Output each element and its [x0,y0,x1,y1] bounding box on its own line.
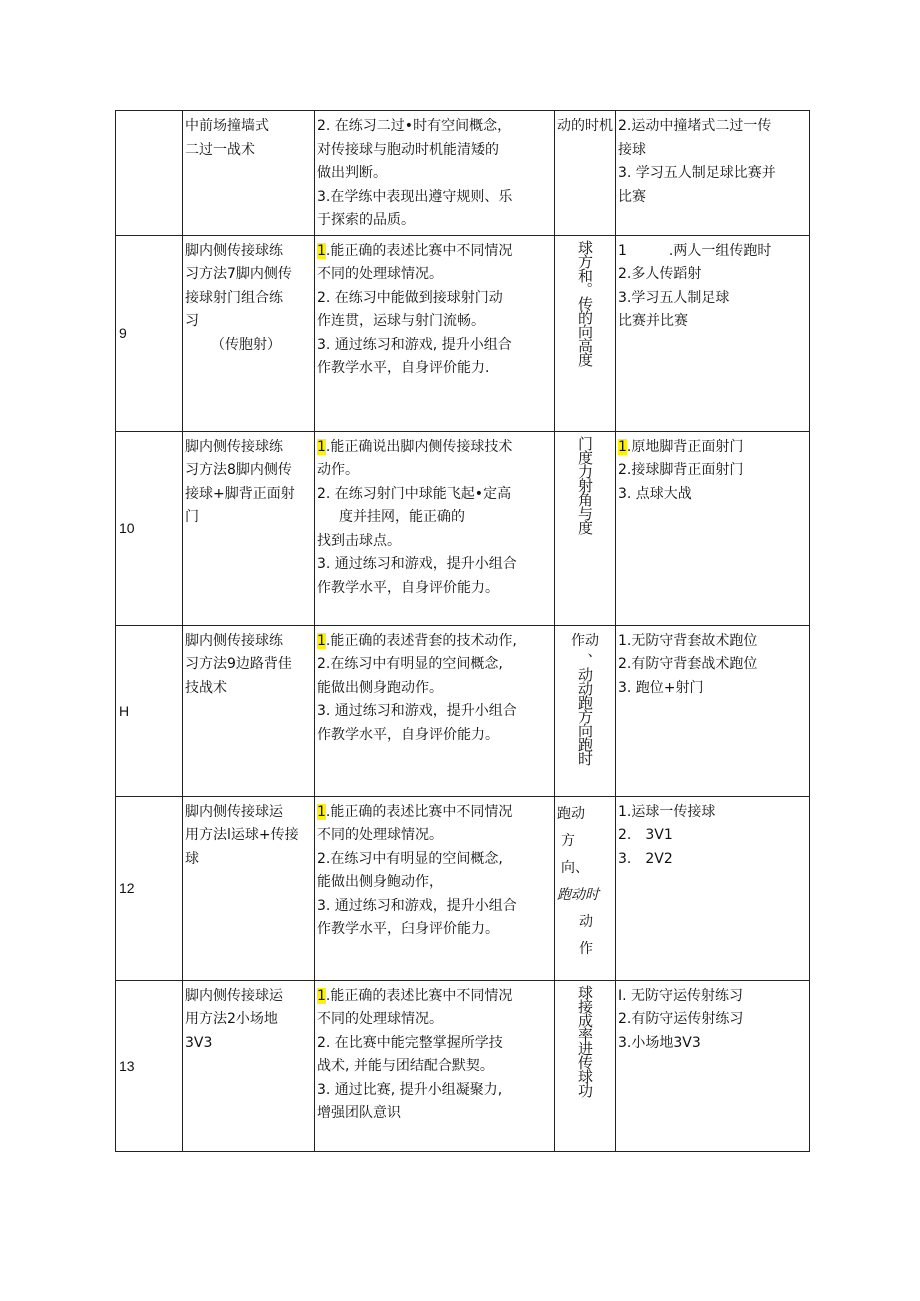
goal-text: 3.在学练中表现出遵守规则、乐 [317,188,513,205]
goal-line [317,553,552,577]
goal-text: 能做出侧身鲍动作， [317,874,443,890]
key-point-cell [555,625,616,796]
topic-line: （传胞射） [211,336,281,353]
table-row [116,111,810,236]
topic-line: 球 [185,850,199,867]
highlight-mark: 1 [317,632,326,649]
table-row [116,980,810,1151]
topic-line: 中前场撞墙式 [185,118,269,134]
topic-cell [183,111,315,236]
goal-line [317,459,552,483]
topic-cell [183,796,315,980]
topic-line: 二过一战术 [185,141,255,158]
goal-line [317,1102,552,1126]
goal-text: 不同的处理球情况。 [317,266,443,282]
goal-line [317,630,552,654]
topic-line: 技战术 [185,679,227,696]
content-cell [616,625,810,796]
key-point-cell [555,235,616,431]
goal-text: 作教学水平，自身评价能力。 [317,726,499,743]
goal-text: .能正确说出脚内侧传接球技术 [325,438,513,455]
topic-line: 习 [185,313,199,329]
topic-line: 脚内侧传接球运 [185,987,283,1004]
goal-text: 战术, 并能与团结配合默契。 [317,1058,494,1074]
goal-line [317,115,552,139]
goal-text: 不同的处理球情况。 [317,827,443,843]
highlight-mark: 1 [317,438,326,455]
topic-line: 用方法2小场地 [185,1011,278,1027]
goal-text: .能正确的表述比赛中不同情况 [325,803,513,820]
content-line: 3.小场地3V3 [618,1034,701,1051]
topic-line: 接球射门组合练 [185,289,283,306]
topic-cell [183,431,315,625]
goal-line [317,871,552,895]
goal-line [317,209,552,233]
content-line: 3. 学习五人制足球比赛并 [618,165,776,181]
row-number-cell [116,796,183,980]
content-line: 1 .两人一组传跑时 [618,242,772,259]
key-point-text: 动的时机 [557,118,613,134]
goals-cell [315,980,555,1151]
goal-line [317,724,552,748]
table-row [116,796,810,980]
goal-text: .能正确的表述比赛中不同情况 [325,242,513,259]
goal-line [317,1032,552,1056]
key-point-text: 球方和。传的向高度 [576,239,594,366]
goal-line [317,677,552,701]
highlight-mark: 1 [618,438,627,455]
goal-line [317,985,552,1009]
goal-text: 对传接球与胞动时机能清矮的 [317,141,499,158]
goal-line [317,848,552,872]
topic-line: 3V3 [185,1034,213,1051]
row-number-cell [116,111,183,236]
content-line: 2.多人传蹈射 [618,266,702,282]
row-number-cell [116,625,183,796]
goal-line [317,240,552,264]
key-point-cell [555,431,616,625]
goal-text: 能做出侧身跑动作。 [317,679,443,696]
topic-cell [183,235,315,431]
content-line: 2. 3V1 [618,827,673,843]
goal-text: 3. 通过练习和游戏，提升小组合 [317,897,517,914]
goal-text: 做出判断。 [317,165,387,181]
content-text: .原地脚背正面射门 [626,438,744,455]
goals-cell [315,796,555,980]
goal-text: 3. 通过练习和游戏，提升小组合 [317,703,517,719]
content-line: 比赛 [618,188,646,205]
goal-line [317,287,552,311]
goal-text: 找到击球点。 [317,532,401,549]
goal-text: 作教学水平，自身评价能力。 [317,579,499,596]
goal-line [317,186,552,210]
key-point-line: 方 [561,832,575,849]
key-point-line: 作 [579,940,593,957]
goals-cell [315,111,555,236]
row-number-cell [116,235,183,431]
row-number-cell [116,980,183,1151]
content-cell [616,235,810,431]
goal-text: 不同的处理球情况。 [317,1011,443,1027]
goal-text: 动作。 [317,462,359,478]
goal-line [317,653,552,677]
goal-text: 3. 通过练习和游戏，提升小组合 [317,556,517,572]
goal-line [317,1055,552,1079]
topic-line: 习方法9边路背佳 [185,656,292,672]
content-line: 1.无防守背套故术跑位 [618,632,758,649]
topic-line: 习方法8脚内侧传 [185,462,292,478]
highlight-mark: 1 [317,803,326,820]
content-cell [616,431,810,625]
highlight-mark: 1 [317,242,326,259]
table-body [116,111,810,1152]
goal-line [317,895,552,919]
key-point-line: 跑动时 [557,886,599,903]
goal-text: 作教学水平，自身评价能力. [317,360,490,376]
highlight-mark: 1 [317,987,326,1004]
row-number: 13 [119,1057,135,1074]
goal-line [317,577,552,601]
goal-text: 于探索的品质。 [317,212,415,228]
content-line: 3. 2V2 [618,850,673,867]
goal-text: 增强团队意识 [317,1105,401,1121]
goal-text: 2. 在练习中能做到接球射门动 [317,289,503,306]
goal-text: 作教学水平，臼身评价能力。 [317,921,499,937]
content-cell [616,111,810,236]
goal-text: 3. 通过比赛, 提升小组凝聚力, [317,1081,503,1098]
topic-line: 脚内侧传接球练 [185,632,283,649]
goal-text: 2.在练习中有明显的空间概念, [317,850,503,867]
key-point-line: 跑动 [557,805,585,822]
key-point-line: 动 [579,913,593,930]
topic-line: 脚内侧传接球运 [185,803,283,820]
goal-text: .能正确的表述比赛中不同情况 [325,987,513,1004]
row-number: H [119,702,130,719]
table-row [116,235,810,431]
content-line: 2.接球脚背正面射门 [618,462,744,478]
goal-line [317,801,552,825]
goals-cell [315,431,555,625]
content-line: 接球 [618,141,646,158]
content-line: 2.有防守运传射练习 [618,1011,744,1027]
content-line: 3.学习五人制足球 [618,289,730,306]
goal-line [317,918,552,942]
key-point-cell [555,980,616,1151]
goal-text: 2.在练习中有明显的空间概念, [317,656,503,672]
goal-line [317,436,552,460]
table-row [116,625,810,796]
content-line: 3. 跑位+射门 [618,679,704,696]
goal-line [317,700,552,724]
goal-line [317,824,552,848]
goal-line [317,1008,552,1032]
goal-text: 2. 在练习射门中球能飞起•定高 [317,485,512,502]
key-point-cell [555,111,616,236]
content-line: 比赛并比赛 [618,313,688,329]
goals-cell [315,625,555,796]
content-cell [616,796,810,980]
key-point-line: 向、 [561,859,589,876]
goal-text: 2. 在比赛中能完整掌握所学技 [317,1034,503,1051]
table-row [116,431,810,625]
content-line: 2.运动中撞堵式二过一传 [618,118,772,134]
key-point-text: 门度力射角与度 [576,435,594,534]
goal-line [317,530,552,554]
goal-line [317,357,552,381]
goal-line [317,506,552,530]
content-line: I. 无防守运传射练习 [618,987,744,1004]
row-number: 9 [119,325,127,342]
lesson-plan-table [115,110,810,1152]
content-line: 1.运球一传接球 [618,803,716,820]
goal-line [317,263,552,287]
key-point-text: 球接成率进传球功 [576,984,594,1097]
goal-line [317,1079,552,1103]
topic-cell [183,625,315,796]
topic-cell [183,980,315,1151]
content-line: 2.有防守背套战术跑位 [618,656,758,672]
goal-text: 3. 通过练习和游戏, 提升小组合 [317,336,512,353]
goal-line [317,334,552,358]
goals-cell [315,235,555,431]
key-point-text: 、动动跑方向跑时 [576,652,594,765]
goal-text: .能正确的表述背套的技术动作, [325,632,517,649]
topic-line: 用方法l运球+传接 [185,827,299,843]
goal-text: 度并挂网，能正确的 [339,509,465,525]
goal-line [317,483,552,507]
key-point-cell [555,796,616,980]
goal-line [317,139,552,163]
row-number: 12 [119,880,135,897]
topic-line: 接球+脚背正面射 [185,485,295,502]
goal-line [317,162,552,186]
goal-text: 2. 在练习二过•时有空间概念， [317,118,512,134]
topic-line: 门 [185,509,199,525]
goal-text: 作连贯，运球与射门流畅。 [317,313,485,329]
content-line: 3. 点球大战 [618,485,692,502]
topic-line: 习方法7脚内侧传 [185,266,292,282]
topic-line: 脚内侧传接球练 [185,242,283,259]
key-point-top: 作动 [571,632,599,649]
content-line [618,436,807,460]
row-number: 10 [119,520,135,537]
row-number-cell [116,431,183,625]
content-cell [616,980,810,1151]
topic-line: 脚内侧传接球练 [185,438,283,455]
goal-line [317,310,552,334]
